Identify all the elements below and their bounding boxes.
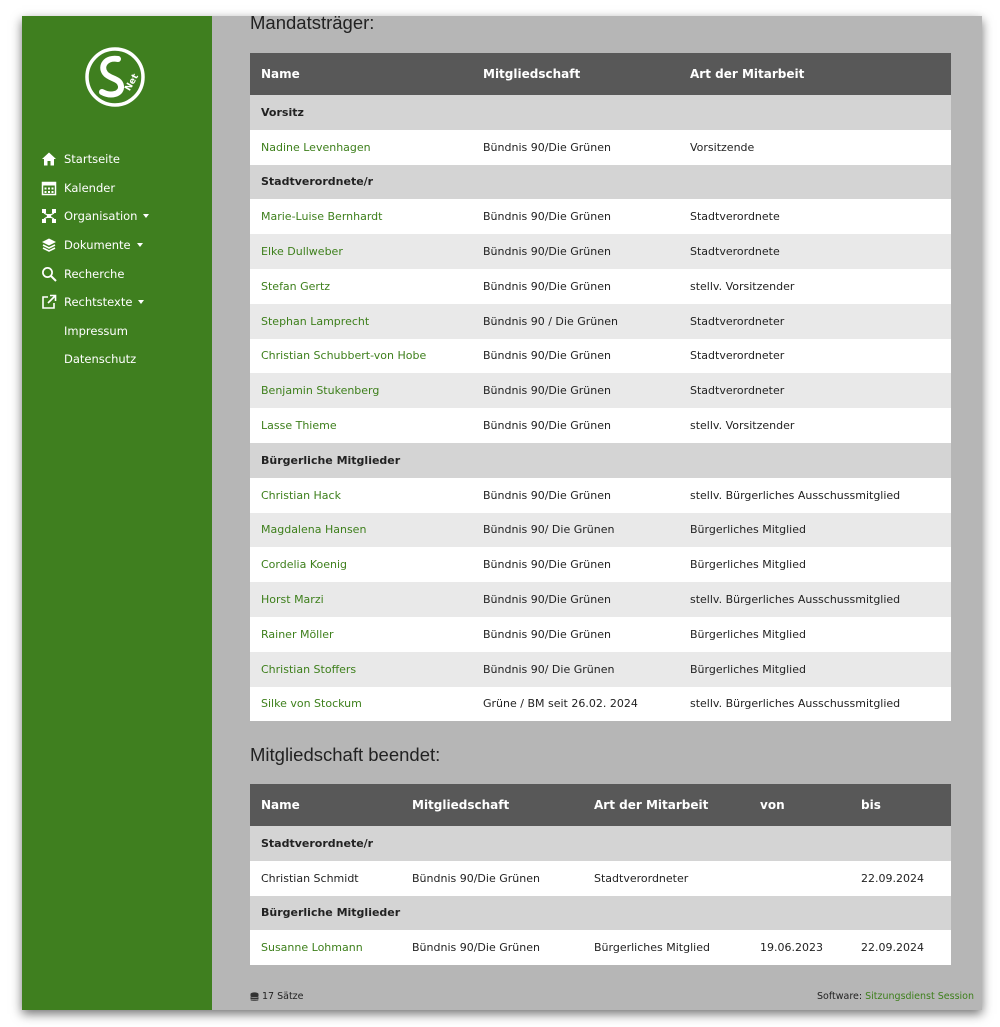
- record-count: [250, 991, 304, 1002]
- name-cell: [250, 547, 472, 582]
- group-row: [250, 826, 951, 861]
- sidebar: [22, 16, 212, 1010]
- main-content: [212, 16, 982, 1010]
- group-label: Stadtverordnete/r: [261, 836, 374, 850]
- search-icon: [40, 266, 58, 282]
- sidebar-item-organisation[interactable]: [40, 202, 149, 231]
- name-cell: [250, 373, 472, 408]
- table-row: [250, 339, 951, 374]
- section-title-mitgliedschaft-beendet: Mitgliedschaft beendet:: [250, 744, 441, 765]
- role-cell: Stadtverordnete: [690, 245, 780, 259]
- table-row: [250, 304, 951, 339]
- role-cell: Bürgerliches Mitglied: [594, 941, 710, 955]
- sidebar-item-dokumente[interactable]: [40, 231, 149, 260]
- membership-cell: Bündnis 90/Die Grünen: [483, 210, 611, 224]
- table-row: [250, 513, 951, 548]
- sidebar-item-label: Startseite: [64, 152, 120, 167]
- layers-icon: [40, 237, 58, 253]
- app-window: [22, 16, 982, 1010]
- group-label: Bürgerliche Mitglieder: [261, 453, 401, 467]
- from-date-cell: [749, 861, 850, 896]
- role-cell: Stadtverordneter: [690, 349, 785, 363]
- role-cell: Stadtverordneter: [690, 314, 785, 328]
- membership-cell: Bündnis 90/Die Grünen: [483, 279, 611, 293]
- mandatstraeger-table: [250, 53, 951, 721]
- software-label: Software:: [816, 991, 863, 1002]
- sidebar-item-label: Rechtstexte: [64, 295, 133, 310]
- column-header[interactable]: Mitgliedschaft: [483, 67, 581, 81]
- membership-cell: Bündnis 90/Die Grünen: [483, 349, 611, 363]
- member-link[interactable]: Christian Hack: [261, 488, 341, 502]
- role-cell: Bürgerliches Mitglied: [690, 627, 806, 641]
- sidebar-item-startseite[interactable]: [40, 145, 149, 174]
- member-link[interactable]: Benjamin Stukenberg: [261, 384, 380, 398]
- table-row: [250, 582, 951, 617]
- sidebar-item-label: Recherche: [64, 266, 125, 281]
- member-link[interactable]: Christian Stoffers: [261, 662, 357, 676]
- role-cell: Stadtverordnete: [690, 210, 780, 224]
- table-row: [250, 408, 951, 443]
- sidebar-item-impressum[interactable]: [40, 317, 149, 346]
- software-link[interactable]: Sitzungsdienst Session: [865, 991, 974, 1002]
- role-cell: Bürgerliches Mitglied: [690, 523, 806, 537]
- role-cell: Stadtverordneter: [690, 384, 785, 398]
- role-cell: Bürgerliches Mitglied: [690, 558, 806, 572]
- table-row: [250, 199, 951, 234]
- column-header[interactable]: Name: [261, 67, 300, 81]
- membership-cell: Bündnis 90/Die Grünen: [412, 941, 540, 955]
- member-link[interactable]: Nadine Levenhagen: [261, 140, 371, 154]
- membership-cell: Bündnis 90/Die Grünen: [483, 488, 611, 502]
- column-header[interactable]: Art der Mitarbeit: [594, 798, 709, 812]
- to-date-cell: 22.09.2024: [861, 871, 924, 885]
- membership-cell: Bündnis 90/Die Grünen: [483, 593, 611, 607]
- caret-down-icon: [137, 243, 143, 247]
- member-link[interactable]: Christian Schubbert-von Hobe: [261, 349, 427, 363]
- sidebar-item-label: Organisation: [64, 209, 138, 224]
- member-link[interactable]: Horst Marzi: [261, 593, 324, 607]
- table-row: [250, 269, 951, 304]
- member-link[interactable]: Susanne Lohmann: [261, 941, 363, 955]
- software-credit: [817, 991, 974, 1002]
- database-icon: [250, 992, 259, 1002]
- organisation-icon: [40, 208, 58, 224]
- membership-cell: Bündnis 90/Die Grünen: [483, 384, 611, 398]
- membership-cell: Bündnis 90/Die Grünen: [483, 140, 611, 154]
- calendar-icon: [40, 180, 58, 196]
- home-icon: [40, 151, 58, 167]
- sidebar-item-datenschutz[interactable]: [40, 345, 149, 374]
- role-cell: Bürgerliches Mitglied: [690, 662, 806, 676]
- table-row: [250, 687, 951, 722]
- name-cell: [250, 687, 472, 722]
- membership-cell: Bündnis 90/Die Grünen: [483, 627, 611, 641]
- member-link[interactable]: Stefan Gertz: [261, 279, 331, 293]
- membership-cell: Bündnis 90/Die Grünen: [483, 558, 611, 572]
- role-cell: Stadtverordneter: [594, 871, 689, 885]
- membership-cell: Bündnis 90/Die Grünen: [483, 419, 611, 433]
- member-link[interactable]: Magdalena Hansen: [261, 523, 367, 537]
- name-cell: [250, 339, 472, 374]
- membership-cell: Grüne / BM seit 26.02. 2024: [483, 697, 638, 711]
- group-label: Vorsitz: [261, 105, 304, 119]
- name-cell: [250, 130, 472, 165]
- name-cell: [250, 652, 472, 687]
- sidebar-item-label: Impressum: [64, 323, 128, 338]
- name-cell: [250, 478, 472, 513]
- membership-cell: Bündnis 90/ Die Grünen: [483, 523, 615, 537]
- membership-cell: Bündnis 90 / Die Grünen: [483, 314, 618, 328]
- column-header[interactable]: von: [760, 798, 785, 812]
- sidebar-item-kalender[interactable]: [40, 174, 149, 203]
- group-row: [250, 95, 951, 130]
- record-count-label: 17 Sätze: [262, 991, 304, 1002]
- role-cell: stellv. Bürgerliches Ausschussmitglied: [690, 593, 901, 607]
- member-link[interactable]: Elke Dullweber: [261, 245, 343, 259]
- column-header[interactable]: Name: [261, 798, 300, 812]
- table-row: [250, 617, 951, 652]
- name-cell: [250, 513, 472, 548]
- to-date-cell: 22.09.2024: [861, 941, 924, 955]
- table-row: [250, 478, 951, 513]
- role-cell: stellv. Vorsitzender: [690, 279, 795, 293]
- table-row: [250, 547, 951, 582]
- table-row: [250, 861, 951, 896]
- main-nav: [40, 145, 149, 374]
- membership-cell: Bündnis 90/Die Grünen: [412, 871, 540, 885]
- name-cell: Christian Schmidt: [261, 871, 359, 885]
- beendet-table: [250, 784, 951, 965]
- member-link[interactable]: Rainer Möller: [261, 627, 334, 641]
- sidebar-item-label: Datenschutz: [64, 352, 137, 367]
- member-link[interactable]: Marie-Luise Bernhardt: [261, 210, 383, 224]
- name-cell: [250, 199, 472, 234]
- membership-cell: Bündnis 90/Die Grünen: [483, 245, 611, 259]
- sidebar-item-label: Dokumente: [64, 238, 131, 253]
- from-date-cell: 19.06.2023: [760, 941, 823, 955]
- caret-down-icon: [138, 300, 144, 304]
- column-header[interactable]: Art der Mitarbeit: [690, 67, 805, 81]
- column-header[interactable]: bis: [861, 798, 881, 812]
- group-label: Bürgerliche Mitglieder: [261, 906, 401, 920]
- table-row: [250, 130, 951, 165]
- name-cell: [250, 930, 401, 965]
- member-link[interactable]: Cordelia Koenig: [261, 558, 348, 572]
- section-title-mandatstraeger: Mandatsträger:: [250, 16, 375, 33]
- sidebar-item-rechtstexte[interactable]: [40, 288, 149, 317]
- member-link[interactable]: Silke von Stockum: [261, 697, 362, 711]
- name-cell: [250, 582, 472, 617]
- table-row: [250, 930, 951, 965]
- group-row: [250, 896, 951, 931]
- table-row: [250, 652, 951, 687]
- role-cell: stellv. Bürgerliches Ausschussmitglied: [690, 697, 901, 711]
- sidebar-item-label: Kalender: [64, 180, 116, 195]
- table-row: [250, 234, 951, 269]
- name-cell: [250, 234, 472, 269]
- svg-text:Net: Net: [123, 72, 142, 93]
- caret-down-icon: [143, 214, 149, 218]
- group-row: [250, 165, 951, 200]
- member-link[interactable]: Stephan Lamprecht: [261, 314, 370, 328]
- name-cell: [250, 408, 472, 443]
- table-row: [250, 373, 951, 408]
- member-link[interactable]: Lasse Thieme: [261, 419, 337, 433]
- snet-logo[interactable]: [84, 46, 146, 108]
- role-cell: Vorsitzende: [690, 140, 755, 154]
- column-header[interactable]: Mitgliedschaft: [412, 798, 510, 812]
- name-cell: [250, 304, 472, 339]
- role-cell: stellv. Bürgerliches Ausschussmitglied: [690, 488, 901, 502]
- sidebar-item-recherche[interactable]: [40, 259, 149, 288]
- external-link-icon: [40, 294, 58, 310]
- group-row: [250, 443, 951, 478]
- membership-cell: Bündnis 90/ Die Grünen: [483, 662, 615, 676]
- role-cell: stellv. Vorsitzender: [690, 419, 795, 433]
- name-cell: [250, 269, 472, 304]
- group-label: Stadtverordnete/r: [261, 175, 374, 189]
- name-cell: [250, 617, 472, 652]
